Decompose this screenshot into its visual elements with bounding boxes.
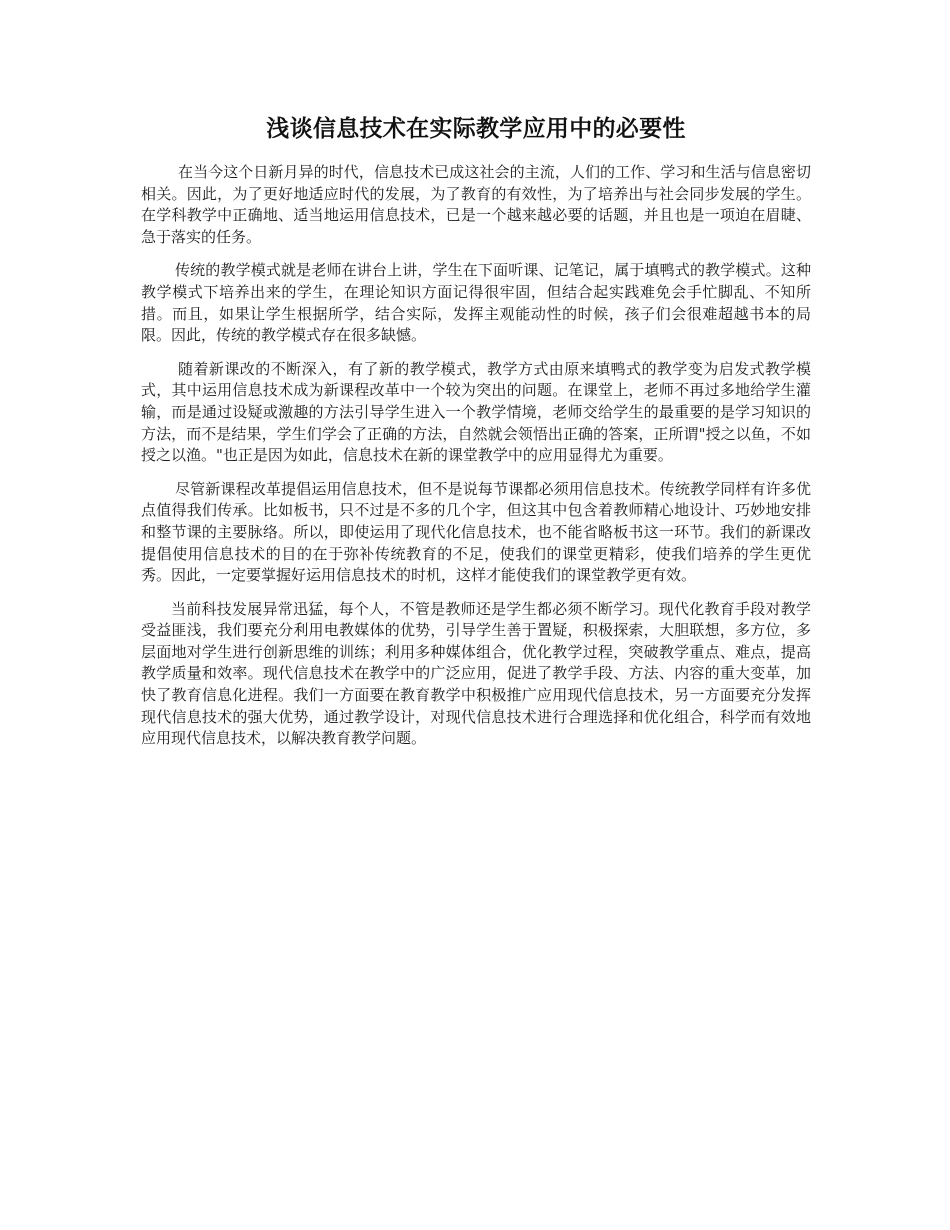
paragraph-1: 在当今这个日新月异的时代，信息技术已成这社会的主流，人们的工作、学习和生活与信息密切相关。因此，为了更好地适应时代的发展，为了教育的有效性，为了培养出与社会同步发展的学生。在学科教学中正确地、适当地运用信息技术，已是一个越来越必要的话题，并且也是一项迫在眉睫、急于落实的任务。 [141, 163, 811, 246]
document-page [141, 112, 811, 762]
paragraph-4: 尽管新课程改革提倡运用信息技术，但不是说每节课都必须用信息技术。传统教学同样有许多优点值得我们传承。比如板书，只不过是不多的几个字，但这其中包含着教师精心地设计、巧妙地安排和整节课的主要脉络。所以，即使运用了现代化信息技术，也不能省略板书这一环节。我们的新课改提倡使用信息技术的目的在于弥补传统教育的不足，使我们的课堂更精彩，使我们培养的学生更优秀。因此，一定要掌握好运用信息技术的时机，这样才能使我们的课堂教学更有效。 [141, 479, 811, 585]
paragraph-5: 当前科技发展异常迅猛，每个人，不管是教师还是学生都必须不断学习。现代化教育手段对教学受益匪浅，我们要充分利用电教媒体的优势，引导学生善于置疑，积极探索，大胆联想，多方位，多层面地对学生进行创新思维的训练；利用多种媒体组合，优化教学过程，突破教学重点、难点，提高教学质量和效率。现代信息技术在教学中的广泛应用，促进了教学手段、方法、内容的重大变革，加快了教育信息化进程。我们一方面要在教育教学中积极推广应用现代信息技术，另一方面要充分发挥现代信息技术的强大优势，通过教学设计，对现代信息技术进行合理选择和优化组合，科学而有效地应用现代信息技术，以解决教育教学问题。 [141, 599, 811, 748]
paragraph-3: 随着新课改的不断深入，有了新的教学模式，教学方式由原来填鸭式的教学变为启发式教学模式，其中运用信息技术成为新课程改革中一个较为突出的问题。在课堂上，老师不再过多地给学生灌输，而是通过设疑或激趣的方法引导学生进入一个教学情境，老师交给学生的最重要的是学习知识的方法，而不是结果，学生们学会了正确的方法，自然就会领悟出正确的答案，正所谓"授之以鱼，不如授之以渔。"也正是因为如此，信息技术在新的课堂教学中的应用显得尤为重要。 [141, 359, 811, 465]
paragraph-2: 传统的教学模式就是老师在讲台上讲，学生在下面听课、记笔记，属于填鸭式的教学模式。这种教学模式下培养出来的学生，在理论知识方面记得很牢固，但结合起实践难免会手忙脚乱、不知所措。而且，如果让学生根据所学，结合实际，发挥主观能动性的时候，孩子们会很难超越书本的局限。因此，传统的教学模式存在很多缺憾。 [141, 261, 811, 345]
document-title: 浅谈信息技术在实际教学应用中的必要性 [266, 115, 686, 142]
document-body [141, 162, 811, 750]
